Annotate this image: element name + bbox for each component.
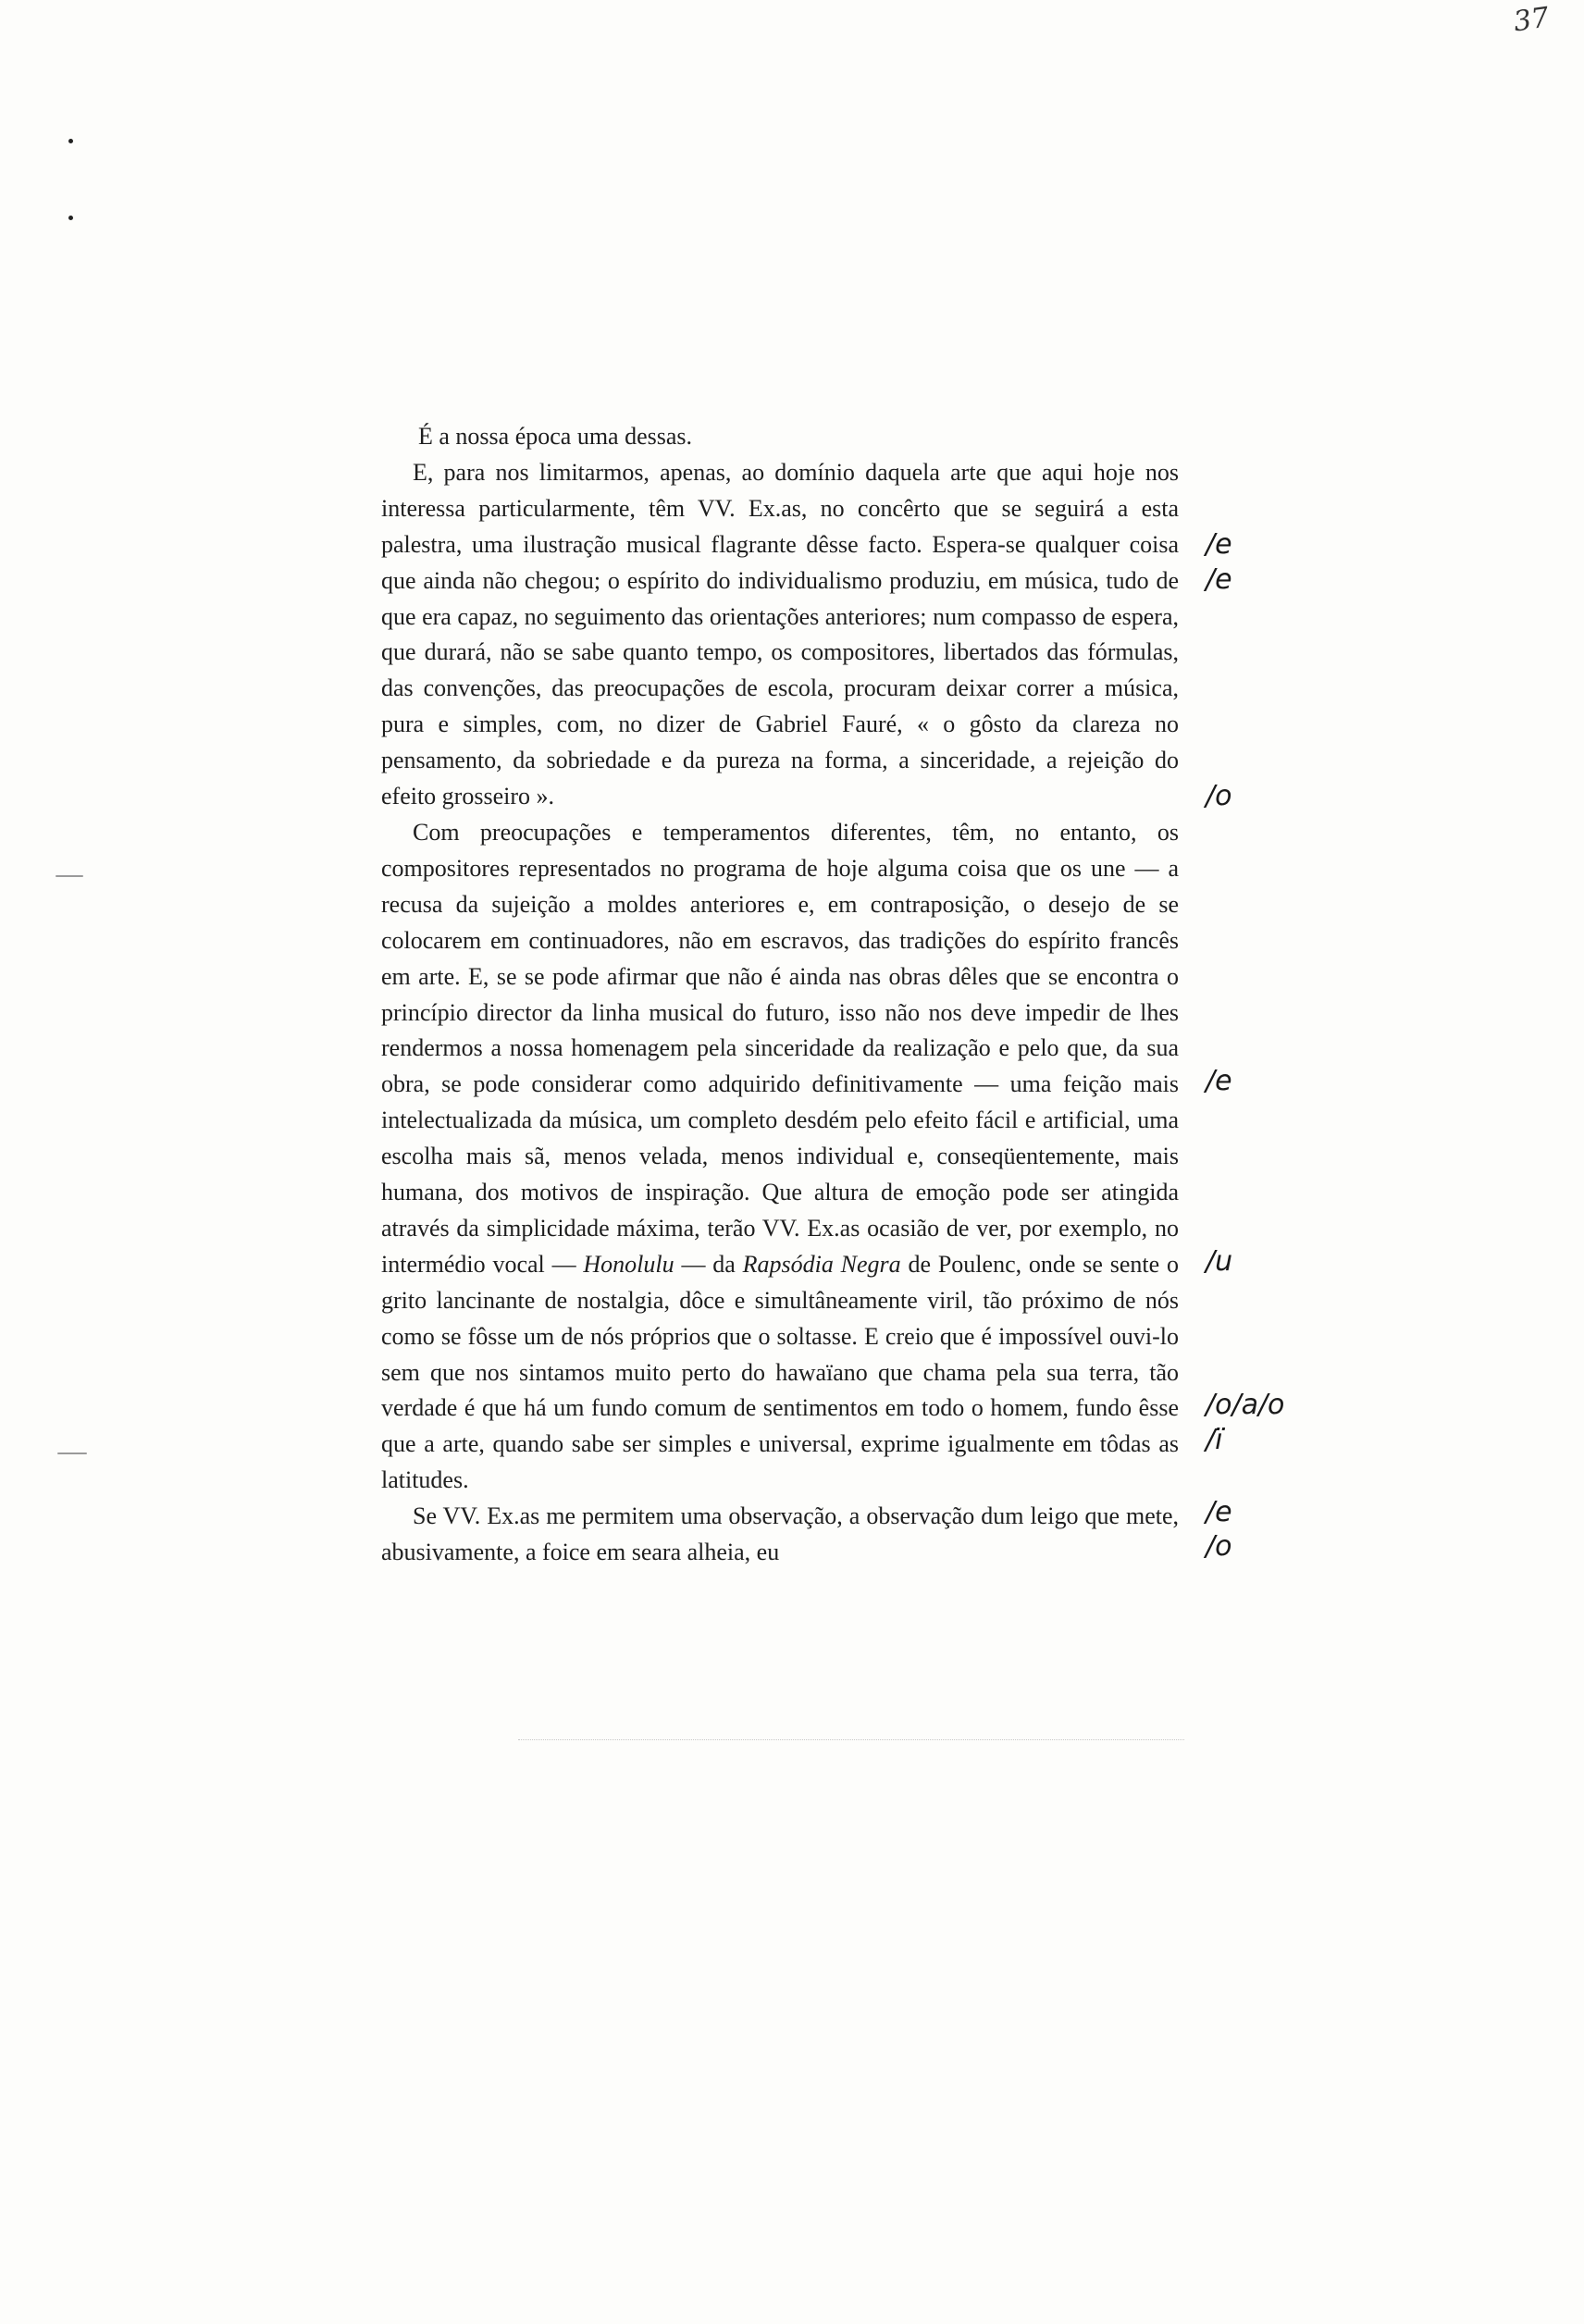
text-run: — da bbox=[674, 1250, 743, 1278]
text-run: Se VV. Ex.as me permitem uma observação, a observação dum leigo que mete, abusivamente, a foice em seara alheia, eu bbox=[381, 1502, 1179, 1566]
scan-speck bbox=[68, 139, 73, 143]
margin-correction: /o bbox=[1206, 780, 1232, 812]
text-run: É a nossa época uma dessas. bbox=[418, 423, 693, 450]
margin-correction: /ï bbox=[1206, 1424, 1223, 1456]
paragraph bbox=[381, 419, 1179, 455]
text-run: E, para nos limitarmos, apenas, ao domínio daquela arte que aqui hoje nos interessa particularmente, têm VV. Ex.as, no concêrto que se seguirá a esta palestra, uma ilustração musical flagrante dêsse facto. Espera-se qualquer coisa que ainda não chegou; o espírito do individualismo produziu, em música, tudo de que era capaz, no seguimento das orientações anteriores; num compasso de espera, que durará, não se sabe quanto tempo, os compositores, libertados das fórmulas, das convenções, das preocupações de escola, procuram deixar correr a música, pura e simples, com, no dizer de Gabriel Fauré, « o gôsto da clareza no pensamento, da sobriedade e da pureza na forma, a sinceridade, a rejeição do efeito grosseiro ». bbox=[381, 458, 1179, 810]
bottom-faint-rule bbox=[518, 1739, 1184, 1741]
text-run-italic: Honolulu bbox=[583, 1250, 674, 1278]
folio-mark: 37 bbox=[1511, 1, 1552, 39]
paragraph bbox=[381, 1499, 1179, 1571]
margin-correction: /e bbox=[1206, 563, 1232, 596]
text-run: Com preocupações e temperamentos diferentes, têm, no entanto, os compositores representados no programa de hoje alguma coisa que os une — a recusa da sujeição a moldes anteriores e, em contraposição, o desejo de se colocarem em continuadores, não em escravos, das tradições do espírito francês em arte. E, se se pode afirmar que não é ainda nas obras dêles que se encontra o princípio director da linha musical do futuro, isso não nos deve impedir de lhes rendermos a nossa homenagem pela sinceridade da realização e pelo que, da sua obra, se pode considerar como adquirido definitivamente — uma feição mais intelectualizada da música, um completo desdém pelo efeito fácil e artificial, uma escolha mais sã, menos velada, menos individual e, conseqüentemente, mais humana, dos motivos de inspiração. Que altura de emoção pode ser atingida através da simplicidade máxima, terão VV. Ex.as ocasião de ver, por exemplo, no intermédio vocal — bbox=[381, 818, 1179, 1278]
margin-correction: /o bbox=[1206, 1530, 1232, 1563]
scan-speck bbox=[68, 216, 73, 220]
text-run-italic: Rapsódia Negra bbox=[742, 1250, 901, 1278]
paragraph bbox=[381, 815, 1179, 1499]
paragraph bbox=[381, 455, 1179, 815]
margin-correction: /e bbox=[1206, 1496, 1232, 1528]
body-text bbox=[381, 419, 1179, 1571]
margin-correction: /o/a/o bbox=[1206, 1389, 1285, 1421]
margin-correction: /u bbox=[1206, 1245, 1233, 1278]
margin-correction: /e bbox=[1206, 1065, 1232, 1097]
margin-correction: /e bbox=[1206, 528, 1232, 561]
scan-mark bbox=[57, 1452, 87, 1454]
scan-mark bbox=[56, 875, 83, 877]
text-run: de Poulenc, onde se sente o grito lancinante de nostalgia, dôce e simultâneamente viril, tão próximo de nós como se fôsse um de nós próprios que o soltasse. E creio que é impossível ouvi-lo sem que nos sintamos muito perto do hawaïano que chama pela sua terra, tão verdade é que há um fundo comum de sentimentos em todo o homem, fundo êsse que a arte, quando sabe ser simples e universal, exprime igualmente em tôdas as latitudes. bbox=[381, 1250, 1179, 1494]
